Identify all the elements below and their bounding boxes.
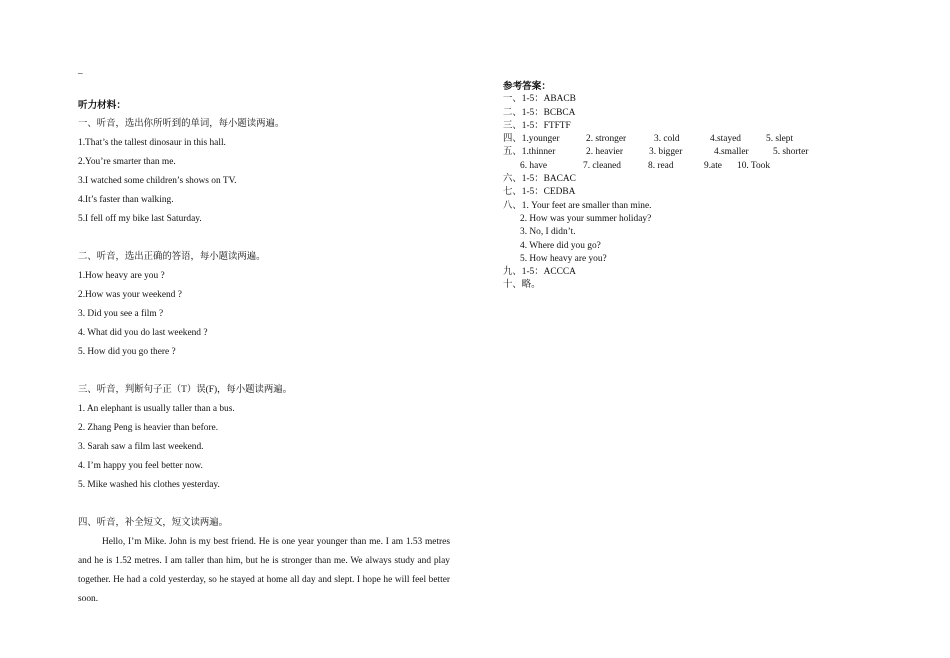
header-mark: – <box>78 69 83 79</box>
answer-4-cell: 四、1.younger <box>503 134 560 145</box>
answer-key-column <box>503 80 833 293</box>
answer-5b-cell: 7. cleaned <box>583 160 621 171</box>
answer-8-head: 八、1. Your feet are smaller than mine. <box>503 200 652 211</box>
answer-5b-cell: 6. have <box>520 160 548 171</box>
section-1-item: 1.That’s the tallest dinosaur in this hall. <box>78 138 226 148</box>
section-2-item: 3. Did you see a film ? <box>78 309 164 319</box>
answer-5-cell: 3. bigger <box>649 147 683 158</box>
answer-4-cell: 3. cold <box>654 134 680 145</box>
section-4-heading: 四、听音，补全短文，短文读两遍。 <box>78 518 229 528</box>
listening-material-column <box>78 68 450 609</box>
answer-5b-cell: 9.ate <box>704 160 722 171</box>
section-3-item: 2. Zhang Peng is heavier than before. <box>78 423 219 433</box>
section-2-item: 2.How was your weekend ? <box>78 290 182 300</box>
answer-5b-cell: 8. read <box>648 160 674 171</box>
answer-8-item: 4. Where did you go? <box>520 240 601 251</box>
listening-title: 听力材料： <box>78 100 126 111</box>
answer-5-cell: 五、1.thinner <box>503 147 556 158</box>
section-1-heading: 一、听音，选出你所听到的单词，每小题读两遍。 <box>78 119 285 129</box>
section-3-item: 3. Sarah saw a film last weekend. <box>78 442 204 452</box>
answer-3: 三、1-5：FTFTF <box>503 120 571 131</box>
answer-7: 七、1-5：CEDBA <box>503 187 576 198</box>
section-1-item: 5.I fell off my bike last Saturday. <box>78 214 202 224</box>
section-1-item: 4.It’s faster than walking. <box>78 195 174 205</box>
answer-5-row <box>503 146 833 159</box>
answer-4-cell: 2. stronger <box>586 134 627 145</box>
answer-6: 六、1-5：BACAC <box>503 174 576 185</box>
answer-4-cell: 5. slept <box>766 134 794 145</box>
section-3-item: 4. I’m happy you feel better now. <box>78 461 203 471</box>
answer-9: 九、1-5：ACCCA <box>503 267 576 278</box>
answer-5-cell: 5. shorter <box>773 147 809 158</box>
answer-4-row <box>503 133 833 146</box>
answer-8-item: 5. How heavy are you? <box>520 253 607 264</box>
answer-5b-cell: 10. Took <box>737 160 771 171</box>
answer-5b-row <box>503 160 833 173</box>
section-4-passage: Hello, I’m Mike. John is my best friend. He is one year younger than me. I am 1.53 metres and he is 1.52 metres. I am taller than him, but he is stronger than me. We always study and play together. He had a cold yesterday, so he stayed at home all day and slept. I hope he will feel better soon. <box>78 537 450 604</box>
answer-8-item: 3. No, I didn’t. <box>520 227 576 238</box>
answer-1: 一、1-5：ABACB <box>503 94 576 105</box>
section-3-heading: 三、听音，判断句子正（T）误(F)，每小题读两遍。 <box>78 385 293 395</box>
section-1-item: 3.I watched some children’s shows on TV. <box>78 176 237 186</box>
section-3-item: 1. An elephant is usually taller than a bus. <box>78 404 235 414</box>
answer-5-cell: 4.smaller <box>714 147 749 158</box>
answer-2: 二、1-5：BCBCA <box>503 107 576 118</box>
section-2-item: 4. What did you do last weekend ? <box>78 328 208 338</box>
section-2-item: 5. How did you go there ? <box>78 347 176 357</box>
section-2-item: 1.How heavy are you ? <box>78 271 165 281</box>
answer-8-item: 2. How was your summer holiday? <box>520 213 652 224</box>
answer-10: 十、略。 <box>503 280 541 291</box>
answer-4-cell: 4.stayed <box>710 134 741 145</box>
answer-5-cell: 2. heavier <box>586 147 623 158</box>
answers-title: 参考答案： <box>503 81 551 92</box>
section-2-heading: 二、听音，选出正确的答语，每小题读两遍。 <box>78 252 266 262</box>
section-3-item: 5. Mike washed his clothes yesterday. <box>78 480 220 490</box>
section-1-item: 2.You’re smarter than me. <box>78 157 176 167</box>
